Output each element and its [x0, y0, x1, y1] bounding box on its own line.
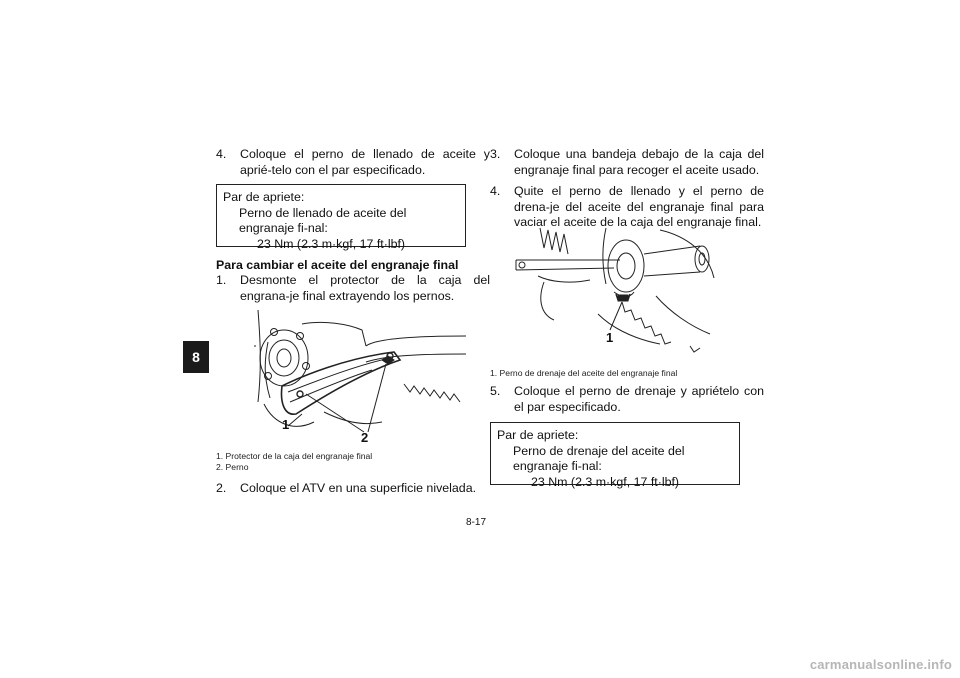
page-number: 8-17	[466, 517, 487, 528]
step-text: Quite el perno de llenado y el perno de drena-je del aceite del engranaje final para vaciar el aceite de la caja del engranaje final.	[514, 184, 764, 229]
spec-item: Perno de drenaje del aceite del engranaje fi-nal:	[513, 443, 685, 473]
spec-item: Perno de llenado de aceite del engranaje fi-nal:	[239, 205, 407, 235]
step-text: Desmonte el protector de la caja del engrana-je final extrayendo los pernos.	[240, 273, 490, 303]
step-text: Coloque el perno de drenaje y apriételo con el par especificado.	[514, 384, 764, 414]
step-text: Coloque el ATV en una superficie nivelada.	[240, 481, 477, 495]
torque-spec-box-drain	[490, 422, 740, 489]
figure-callout-2: 2	[361, 430, 369, 445]
figure-callout-1: 1	[606, 330, 614, 345]
step-5-install-drain-bolt	[490, 384, 764, 415]
figure-callout-1: 1	[282, 417, 290, 432]
step-text: Coloque una bandeja debajo de la caja del engranaje final para recoger el aceite usado.	[514, 147, 764, 177]
step-number: 1.	[216, 273, 227, 287]
step-number: 4.	[490, 184, 501, 198]
spec-value: 23 Nm (2.3 m·kgf, 17 ft·lbf)	[257, 236, 406, 251]
gear-case-protector-illustration	[254, 306, 468, 448]
figure-caption-list	[490, 368, 740, 379]
caption-item: 2. Perno	[216, 462, 249, 472]
step-number: 4.	[216, 147, 227, 161]
spec-title: Par de apriete:	[223, 190, 305, 204]
step-2-level-surface	[216, 481, 490, 497]
step-1-remove-protector	[216, 273, 490, 304]
spec-value: 23 Nm (2.3 m·kgf, 17 ft·lbf)	[531, 474, 680, 489]
spec-title: Par de apriete:	[497, 428, 579, 442]
caption-item: 1. Perno de drenaje del aceite del engranaje final	[490, 368, 678, 378]
caption-item: 1. Protector de la caja del engranaje final	[216, 451, 373, 461]
torque-spec-box-fill	[216, 184, 466, 251]
step-number: 2.	[216, 481, 227, 495]
step-number: 3.	[490, 147, 501, 161]
step-text: Coloque el perno de llenado de aceite y aprié-telo con el par especificado.	[240, 147, 490, 177]
section-heading: Para cambiar el aceite del engranaje final	[216, 258, 459, 272]
chapter-tab: 8	[183, 341, 209, 373]
figure-caption-list	[216, 451, 468, 473]
step-3-drain-pan	[490, 147, 764, 178]
step-number: 5.	[490, 384, 501, 398]
drain-bolt-illustration	[510, 222, 716, 360]
watermark: carmanualsonline.info	[809, 657, 952, 672]
step-4-fill-bolt	[216, 147, 490, 178]
